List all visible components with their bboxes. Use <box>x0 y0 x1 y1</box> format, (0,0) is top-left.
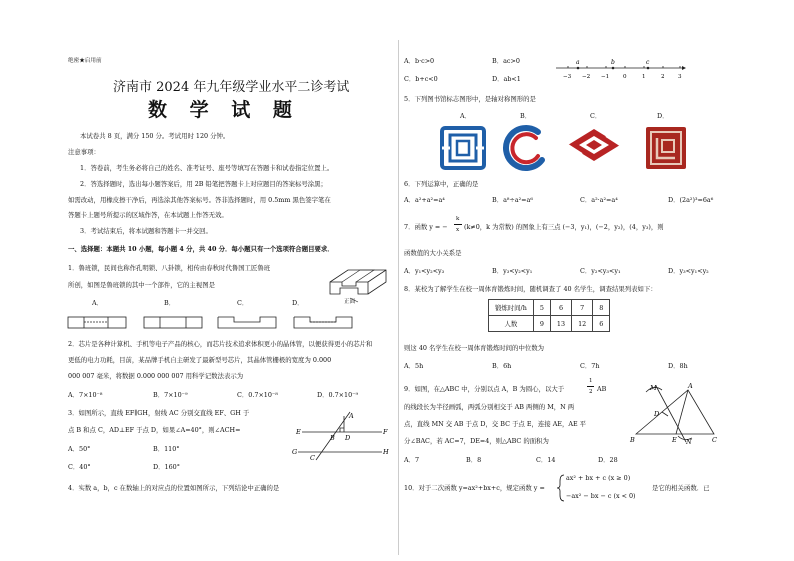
logo-d-icon <box>645 126 687 170</box>
notes-title: 注意事项： <box>68 148 100 156</box>
q7-line1b: (k≠0，k 为常数) 的图象上有三点 (−3，y₁)，(−2，y₂)，(4，y₃)，则 <box>464 223 664 231</box>
q10-line1b: 是它的相关函数．已 <box>652 484 710 492</box>
table-cell: 6 <box>593 316 610 332</box>
q9-label-d: D <box>654 410 660 418</box>
front-label: 正面 <box>344 299 356 305</box>
q1-line1: 1．鲁班锁，民间也称作孔明锁、八卦锁，相传由春秋时代鲁国工匠鲁班 <box>68 264 271 272</box>
q2-line2: 更低的电力功耗，目前，某品牌手机自主研发了最新型号芯片，其晶体管栅极的宽度为 0.000 <box>68 356 332 364</box>
q5-line1: 5．下列图书馆标志图形中，是轴对称图形的是 <box>404 95 536 103</box>
q3-label-a: A <box>349 412 354 420</box>
table-cell: 6 <box>550 300 571 316</box>
intro-line: 本试卷共 8 页，满分 150 分。考试用时 120 分钟。 <box>80 132 230 140</box>
q3-label-g: G <box>292 448 298 456</box>
q6-line1: 6．下列运算中，正确的是 <box>404 180 479 188</box>
q4-option-c[interactable]: C．b+c<0 <box>404 75 438 83</box>
q8-table <box>488 299 610 332</box>
q3-label-f: F <box>383 428 388 436</box>
q10-case1: ax² + bx + c (x ≥ 0) <box>566 474 631 482</box>
q10-case2: −ax² − bx − c (x < 0) <box>566 492 636 500</box>
subject-title: 数 学 试 题 <box>148 99 300 121</box>
q2-line3: 000 007 毫米，将数据 0.000 000 007 用科学记数法表示为 <box>68 372 244 380</box>
q10-brace <box>557 474 565 502</box>
table-cell: 9 <box>533 316 550 332</box>
nl-label-a: a <box>576 59 580 66</box>
q4-option-a[interactable]: A．b·c>0 <box>404 57 435 65</box>
q3-option-c[interactable]: C．40° <box>68 463 91 471</box>
q6-option-c[interactable]: C．a²·a²=a⁴ <box>580 196 618 204</box>
q9-option-b[interactable]: B．8 <box>466 456 482 464</box>
q2-option-d[interactable]: D．0.7×10⁻⁹ <box>317 391 359 399</box>
q9-option-a[interactable]: A．7 <box>404 456 420 464</box>
q2-option-b[interactable]: B．7×10⁻⁹ <box>153 391 188 399</box>
table-cell: 13 <box>550 316 571 332</box>
q1-option-d[interactable]: D． <box>292 299 304 307</box>
table-cell: 5 <box>533 300 550 316</box>
q1-option-c[interactable]: C． <box>237 299 249 307</box>
q7-option-b[interactable]: B．y₃<y₂<y₁ <box>492 267 533 275</box>
q4-option-b[interactable]: B．ac>0 <box>492 57 520 65</box>
q10-line1a: 10．对于二次函数 y=ax²+bx+c，规定函数 y = <box>404 484 545 492</box>
q8-option-d[interactable]: D．8h <box>668 362 688 370</box>
q5-option-c[interactable]: C． <box>590 112 602 120</box>
q9-label-c: C <box>712 436 717 444</box>
table-row <box>489 300 610 316</box>
q9-frac-bar <box>587 386 594 387</box>
q9-line3: 点，直线 MN 交 AB 于点 D，交 BC 于点 E，连接 AE，AE 平 <box>404 420 587 428</box>
secret-label: 绝密★启用前 <box>68 58 102 64</box>
q3-line2: 点 B 和点 C，AD⊥EF 于点 D，如果∠A=40°，则∠ACH= <box>68 426 241 434</box>
exam-title: 济南市 2024 年九年级学业水平二诊考试 <box>113 80 350 95</box>
q9-option-c[interactable]: C．14 <box>536 456 556 464</box>
q2-option-c[interactable]: C．0.7×10⁻⁸ <box>237 391 278 399</box>
q3-label-b: B <box>330 434 335 442</box>
q6-option-d[interactable]: D．(2a²)³=6a⁶ <box>668 196 714 204</box>
q2-line1: 2．芯片是各种计算机、手机等电子产品的核心，而芯片技术追求体积更小的晶体管，以便获得更小的芯片和 <box>68 340 373 348</box>
q7-frac-den: x <box>456 227 460 233</box>
q9-option-d[interactable]: D．28 <box>598 456 618 464</box>
lock-part-figure <box>328 262 392 302</box>
table-cell: 人数 <box>489 316 534 332</box>
nl-tick: 1 <box>642 74 646 80</box>
q3-figure <box>292 410 389 462</box>
q7-line1: 7．函数 y = − <box>404 223 448 231</box>
q8-option-a[interactable]: A．5h <box>404 362 424 370</box>
note-2a: 2．答选择题时，选出每小题答案后，用 2B 铅笔把答题卡上对应题目的答案标号涂黑； <box>80 180 327 188</box>
q7-option-a[interactable]: A．y₁<y₂<y₃ <box>404 267 445 275</box>
nl-tick: 2 <box>661 74 665 80</box>
q3-label-h: H <box>383 448 389 456</box>
q9-line1a: 9．如图，在△ABC 中，分别以点 A，B 为圆心，以大于 <box>404 385 565 393</box>
q7-option-d[interactable]: D．y₃<y₁<y₂ <box>668 267 709 275</box>
q9-line1b: AB <box>597 385 607 393</box>
nl-label-b: b <box>611 59 615 66</box>
q7-frac-num: k <box>456 216 460 222</box>
table-cell: 8 <box>593 300 610 316</box>
table-cell: 7 <box>572 300 593 316</box>
nl-label-c: c <box>646 59 650 66</box>
q9-line2: 的线段长为半径画弧，两弧分别相交于 AB 两侧的 M，N 两 <box>404 403 575 411</box>
q3-option-b[interactable]: B．110° <box>153 445 180 453</box>
nl-tick: −2 <box>582 74 591 80</box>
column-divider <box>398 40 399 555</box>
q9-line4: 分∠BAC，若 AC=7，DE=4，则△ABC 的面积为 <box>404 437 549 445</box>
q4-option-d[interactable]: D．ab<1 <box>492 75 521 83</box>
q6-option-a[interactable]: A．a²+a²=a⁴ <box>404 196 445 204</box>
q1-line2: 所创，如图是鲁班锁的其中一个部件，它的主视图是 <box>68 281 215 289</box>
table-row <box>489 316 610 332</box>
q8-line1: 8．某校为了解学生在校一周体育锻炼时间，随机调查了 40 名学生，调查结果列表如下： <box>404 285 657 293</box>
q8-line2: 则这 40 名学生在校一周体育锻炼时间的中位数为 <box>404 344 545 352</box>
q1-option-b[interactable]: B． <box>164 299 176 307</box>
q6-option-b[interactable]: B．a⁸÷a²=a⁶ <box>492 196 533 204</box>
q7-line2: 函数值的大小关系是 <box>404 249 462 257</box>
nl-tick: −1 <box>601 74 610 80</box>
q9-label-a: A <box>688 382 693 390</box>
nl-tick: 3 <box>678 74 682 80</box>
q3-option-d[interactable]: D．160° <box>153 463 180 471</box>
q5-option-d[interactable]: D． <box>657 112 669 120</box>
q3-label-d: D <box>345 434 351 442</box>
number-line <box>556 56 686 86</box>
q3-label-e: E <box>296 428 301 436</box>
q8-option-b[interactable]: B．6h <box>492 362 512 370</box>
q9-frac-num: 1 <box>589 378 593 384</box>
q3-label-c: C <box>310 454 315 462</box>
q9-label-b: B <box>630 436 635 444</box>
q3-line1: 3．如图所示，直线 EF∥GH，射线 AC 分别交直线 EF、GH 于 <box>68 409 250 417</box>
note-2c: 答题卡上题号所提示的区域作答，在本试题上作答无效。 <box>68 211 228 219</box>
q9-frac-den: 2 <box>589 389 593 395</box>
q3-option-a[interactable]: A．50° <box>68 445 91 453</box>
q7-frac-bar <box>454 224 462 225</box>
q1-option-views <box>68 316 368 330</box>
logo-c-icon <box>566 127 622 167</box>
note-3: 3．考试结束后，将本试题和答题卡一并交回。 <box>80 227 212 235</box>
q9-label-n: N <box>686 438 692 446</box>
q8-option-c[interactable]: C．7h <box>580 362 600 370</box>
q9-label-e: E <box>672 436 677 444</box>
nl-tick: −3 <box>563 74 572 80</box>
nl-tick: 0 <box>623 74 627 80</box>
note-2b: 如需改动，用橡皮擦干净后，再选涂其他答案标号。答非选择题时，用 0.5mm 黑色签字笔在 <box>68 196 331 204</box>
table-cell: 锻炼时间/h <box>489 300 534 316</box>
logo-a-icon <box>440 126 486 170</box>
q9-figure <box>628 382 724 444</box>
q5-option-b[interactable]: B． <box>520 112 532 120</box>
table-cell: 12 <box>572 316 593 332</box>
q9-label-m: M <box>650 384 657 392</box>
section-title: 一、选择题：本题共 10 小题，每小题 4 分，共 40 分．每小题只有一个选项符合题目要求． <box>68 245 334 253</box>
note-1: 1．答卷前，考生务必将自己的姓名、准考证号、座号等填写在答题卡和试卷指定位置上。 <box>80 164 334 172</box>
q4-line1: 4．实数 a，b，c 在数轴上的对应点的位置如图所示，下列结论中正确的是 <box>68 484 280 492</box>
q1-option-a[interactable]: A． <box>92 299 104 307</box>
q7-option-c[interactable]: C．y₂<y₃<y₁ <box>580 267 621 275</box>
logo-b-icon <box>502 124 548 170</box>
q2-option-a[interactable]: A．7×10⁻⁸ <box>68 391 103 399</box>
q5-option-a[interactable]: A． <box>460 112 472 120</box>
